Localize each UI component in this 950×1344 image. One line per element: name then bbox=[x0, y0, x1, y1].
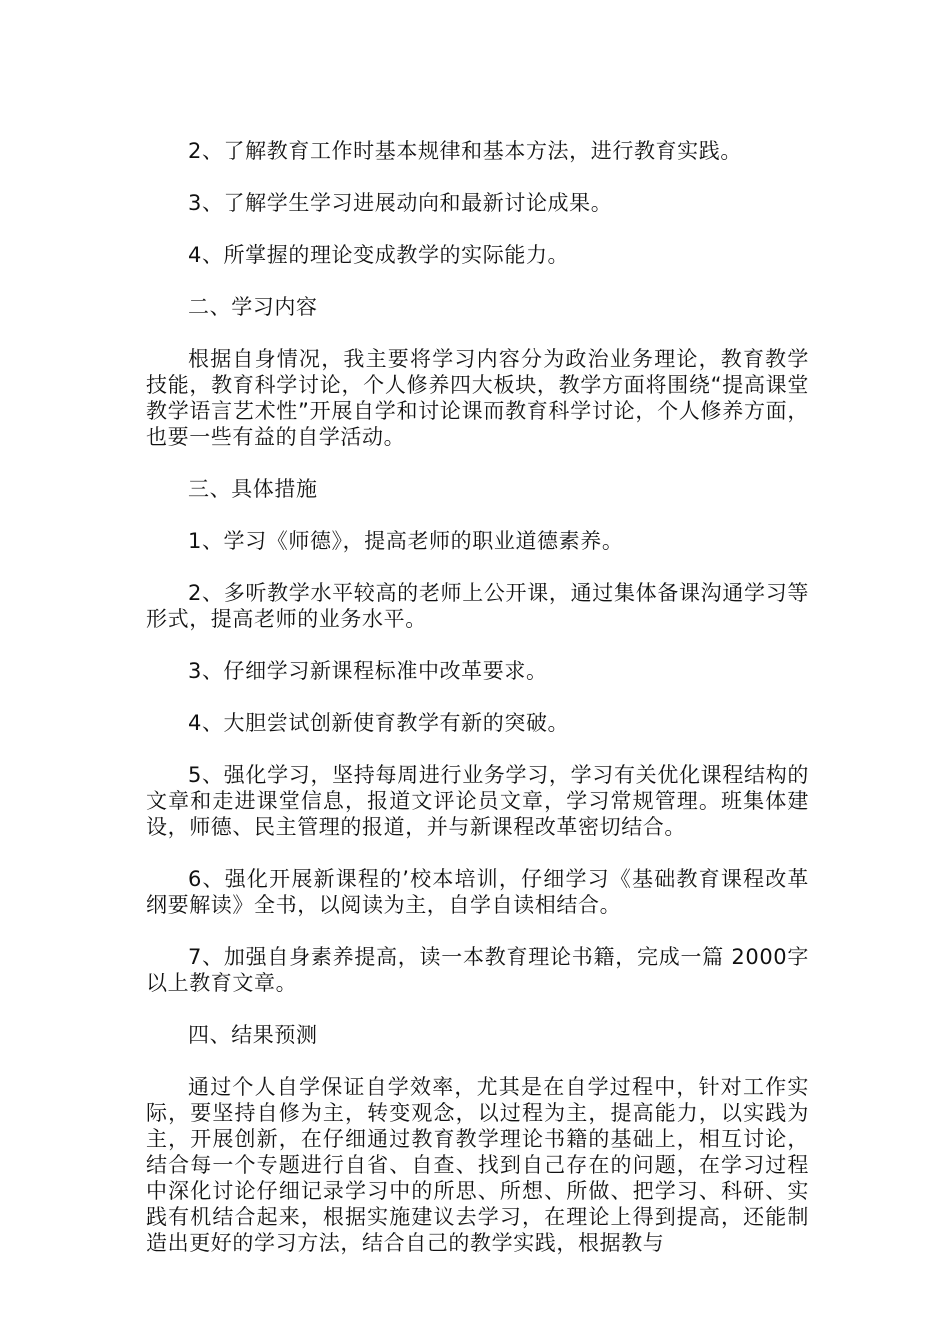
paragraph: 6、强化开展新课程的’校本培训，仔细学习《基础教育课程改革纲要解读》全书，以阅读为主，自学自读相结合。 bbox=[146, 867, 809, 917]
paragraph: 2、多听教学水平较高的老师上公开课，通过集体备课沟通学习等形式，提高老师的业务水平。 bbox=[146, 581, 809, 631]
paragraph: 通过个人自学保证自学效率，尤其是在自学过程中，针对工作实际，要坚持自修为主，转变观念，以过程为主，提高能力，以实践为主，开展创新，在仔细通过教育教学理论书籍的基础上，相互讨论，结合每一个专题进行自省、自查、找到自己存在的问题，在学习过程中深化讨论仔细记录学习中的所思、所想、所做、把学习、科研、实践有机结合起来，根据实施建议去学习，在理论上得到提高，还能制造出更好的学习方法，结合自己的教学实践，根据教与 bbox=[146, 1075, 809, 1255]
paragraph: 4、大胆尝试创新使育教学有新的突破。 bbox=[188, 711, 570, 735]
paragraph: 3、了解学生学习进展动向和最新讨论成果。 bbox=[188, 191, 613, 215]
paragraph: 3、仔细学习新课程标准中改革要求。 bbox=[188, 659, 548, 683]
document-body bbox=[146, 138, 809, 1282]
paragraph: 7、加强自身素养提高，读一本教育理论书籍，完成一篇 2000字以上教育文章。 bbox=[146, 945, 809, 995]
section-heading: 四、结果预测 bbox=[188, 1023, 318, 1047]
paragraph: 1、学习《师德》，提高老师的职业道德素养。 bbox=[188, 529, 624, 553]
paragraph: 4、所掌握的理论变成教学的实际能力。 bbox=[188, 243, 570, 267]
section-heading: 二、学习内容 bbox=[188, 295, 318, 319]
paragraph: 2、了解教育工作时基本规律和基本方法，进行教育实践。 bbox=[188, 139, 742, 163]
section-heading: 三、具体措施 bbox=[188, 477, 318, 501]
paragraph: 5、强化学习，坚持每周进行业务学习，学习有关优化课程结构的文章和走进课堂信息，报道文评论员文章，学习常规管理。班集体建设，师德、民主管理的报道，并与新课程改革密切结合。 bbox=[146, 763, 809, 839]
paragraph: 根据自身情况，我主要将学习内容分为政治业务理论，教育教学技能，教育科学讨论，个人修养四大板块，教学方面将围绕“提高课堂教学语言艺术性”开展自学和讨论课而教育科学讨论，个人修养方面，也要一些有益的自学活动。 bbox=[146, 347, 809, 449]
